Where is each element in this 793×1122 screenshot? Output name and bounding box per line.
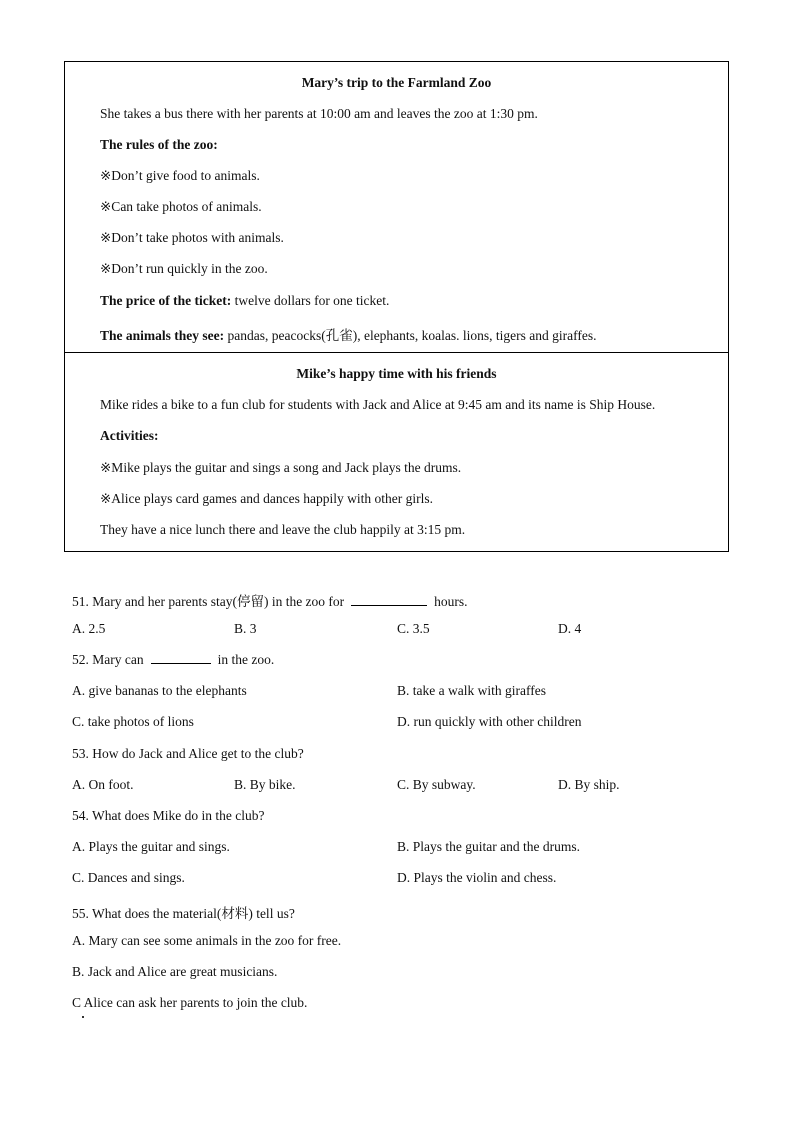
- ticket-price-value: twelve dollars for one ticket.: [231, 293, 390, 308]
- passage-closing-mike: They have a nice lunch there and leave the club happily at 3:15 pm.: [100, 522, 466, 537]
- passage-title-mike: Mike’s happy time with his friends: [296, 366, 497, 381]
- option-a[interactable]: A. Mary can see some animals in the zoo for free.: [72, 933, 342, 948]
- rule-item: ※Don’t give food to animals.: [100, 168, 260, 183]
- animals-line: [100, 324, 597, 344]
- rule-item: ※Don’t take photos with animals.: [100, 230, 284, 245]
- option-d[interactable]: D. 4: [558, 621, 582, 636]
- passage-intro-mary: She takes a bus there with her parents at 10:00 am and leaves the zoo at 1:30 pm.: [100, 106, 538, 121]
- passage-box-mike: [64, 352, 729, 552]
- question-53: 53. How do Jack and Alice get to the club?: [72, 746, 304, 761]
- option-b[interactable]: B. Jack and Alice are great musicians.: [72, 964, 278, 979]
- activity-item: ※Mike plays the guitar and sings a song and Jack plays the drums.: [100, 460, 462, 475]
- activities-heading: Activities:: [100, 428, 159, 443]
- question-54: 54. What does Mike do in the club?: [72, 808, 265, 823]
- option-c[interactable]: C. Dances and sings.: [72, 870, 185, 885]
- animals-label: The animals they see:: [100, 328, 225, 343]
- passage-intro-mike: Mike rides a bike to a fun club for students with Jack and Alice at 9:45 am and its name is Ship House.: [100, 397, 656, 412]
- answer-blank: [351, 604, 427, 606]
- option-a[interactable]: A. Plays the guitar and sings.: [72, 839, 230, 854]
- option-d[interactable]: D. By ship.: [558, 777, 620, 792]
- animals-value: pandas, peacocks(孔雀), elephants, koalas. lions, tigers and giraffes.: [224, 328, 597, 343]
- question-stem-end: in the zoo.: [217, 652, 275, 667]
- option-c[interactable]: C. 3.5: [397, 621, 430, 636]
- question-stem-end: hours.: [434, 594, 468, 609]
- option-a[interactable]: A. On foot.: [72, 777, 134, 792]
- question-stem: 51. Mary and her parents stay(停留) in the zoo for: [72, 594, 345, 609]
- passage-title-mary: Mary’s trip to the Farmland Zoo: [301, 75, 492, 90]
- option-c[interactable]: C Alice can ask her parents to join the club.: [72, 995, 308, 1010]
- question-51: [72, 590, 468, 610]
- ticket-price-label: The price of the ticket:: [100, 293, 232, 308]
- option-b[interactable]: B. Plays the guitar and the drums.: [397, 839, 580, 854]
- stray-mark: [82, 1016, 84, 1018]
- rules-heading: The rules of the zoo:: [100, 137, 218, 152]
- option-d[interactable]: D. run quickly with other children: [397, 714, 582, 729]
- question-55: 55. What does the material(材料) tell us?: [72, 906, 295, 921]
- option-b[interactable]: B. By bike.: [234, 777, 296, 792]
- question-52: [72, 652, 274, 668]
- rule-item: ※Don’t run quickly in the zoo.: [100, 261, 268, 276]
- passage-box-mary: [64, 61, 729, 353]
- option-d[interactable]: D. Plays the violin and chess.: [397, 870, 557, 885]
- question-stem: 52. Mary can: [72, 652, 144, 667]
- option-a[interactable]: A. 2.5: [72, 621, 106, 636]
- option-b[interactable]: B. 3: [234, 621, 257, 636]
- option-b[interactable]: B. take a walk with giraffes: [397, 683, 546, 698]
- option-a[interactable]: A. give bananas to the elephants: [72, 683, 247, 698]
- activity-item: ※Alice plays card games and dances happily with other girls.: [100, 491, 433, 506]
- option-c[interactable]: C. By subway.: [397, 777, 476, 792]
- rule-item: ※Can take photos of animals.: [100, 199, 262, 214]
- ticket-price-line: [100, 293, 389, 309]
- answer-blank: [151, 662, 211, 664]
- option-c[interactable]: C. take photos of lions: [72, 714, 194, 729]
